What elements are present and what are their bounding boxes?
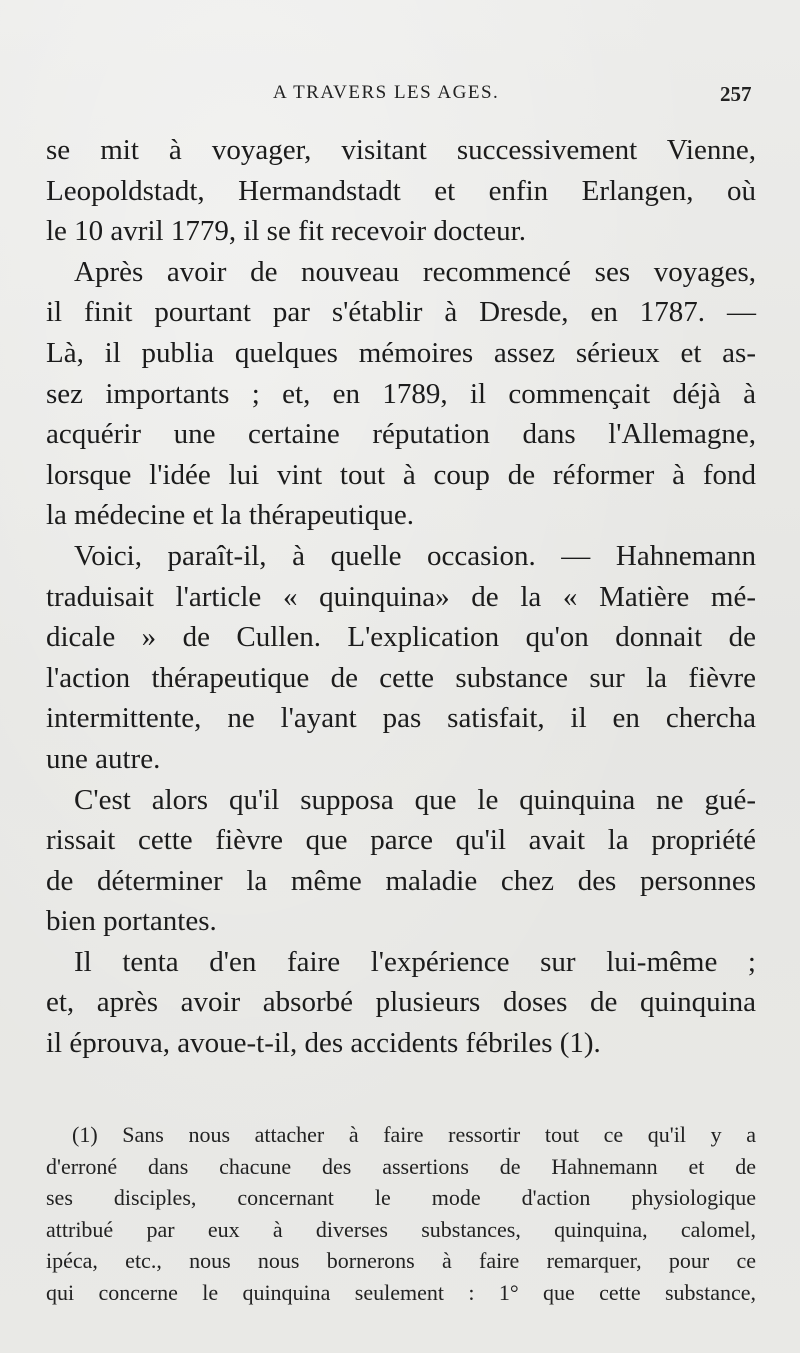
footnote-line: ses disciples, concernant le mode d'action physiologique xyxy=(46,1185,756,1210)
text-line: de déterminer la même maladie chez des personnes xyxy=(46,864,756,897)
text-line: l'action thérapeutique de cette substance sur la fièvre xyxy=(46,661,756,694)
text-line: et, après avoir absorbé plusieurs doses de quinquina xyxy=(46,986,756,1019)
text-line: la médecine et la thérapeutique. xyxy=(46,499,414,532)
text-line: le 10 avril 1779, il se fit recevoir docteur. xyxy=(46,215,526,248)
text-line: intermittente, ne l'ayant pas satisfait, il en chercha xyxy=(46,702,756,735)
text-line: Après avoir de nouveau recommencé ses voyages, xyxy=(74,255,756,288)
running-title: A TRAVERS LES AGES. xyxy=(273,82,500,103)
text-line: Là, il publia quelques mémoires assez sérieux et as- xyxy=(46,336,756,369)
text-line: traduisait l'article « quinquina» de la « Matière mé- xyxy=(46,580,756,613)
footnote-line: qui concerne le quinquina seulement : 1° que cette substance, xyxy=(46,1279,756,1305)
footnote-line: (1) Sans nous attacher à faire ressortir tout ce qu'il y a xyxy=(72,1122,756,1147)
footnote-line: d'erroné dans chacune des assertions de Hahnemann et de xyxy=(46,1153,756,1179)
body-text xyxy=(46,130,756,1064)
footnote-line: attribué par eux à diverses substances, quinquina, calomel, xyxy=(46,1216,756,1242)
page-number: 257 xyxy=(720,82,752,106)
text-line: rissait cette fièvre que parce qu'il avait la propriété xyxy=(46,824,756,857)
text-line: une autre. xyxy=(46,742,161,775)
text-line: sez importants ; et, en 1789, il commençait déjà à xyxy=(46,377,756,410)
text-line: C'est alors qu'il supposa que le quinquina ne gué- xyxy=(74,783,756,816)
footnote-line: ipéca, etc., nous nous bornerons à faire remarquer, pour ce xyxy=(46,1248,756,1273)
text-line: dicale » de Cullen. L'explication qu'on donnait de xyxy=(46,621,756,654)
footnote xyxy=(46,1119,756,1308)
text-line: acquérir une certaine réputation dans l'Allemagne, xyxy=(46,418,756,451)
text-line: Leopoldstadt, Hermandstadt et enfin Erlangen, où xyxy=(46,174,756,207)
text-line: il finit pourtant par s'établir à Dresde, en 1787. — xyxy=(46,296,756,329)
page-header xyxy=(0,82,800,112)
text-line: lorsque l'idée lui vint tout à coup de réformer à fond xyxy=(46,458,756,491)
text-line: il éprouva, avoue-t-il, des accidents fébriles (1). xyxy=(46,1027,601,1060)
text-line: Il tenta d'en faire l'expérience sur lui-même ; xyxy=(74,945,756,978)
text-line: se mit à voyager, visitant successivement Vienne, xyxy=(46,134,756,166)
text-line: Voici, paraît-il, à quelle occasion. — Hahnemann xyxy=(74,539,756,572)
text-line: bien portantes. xyxy=(46,905,217,938)
